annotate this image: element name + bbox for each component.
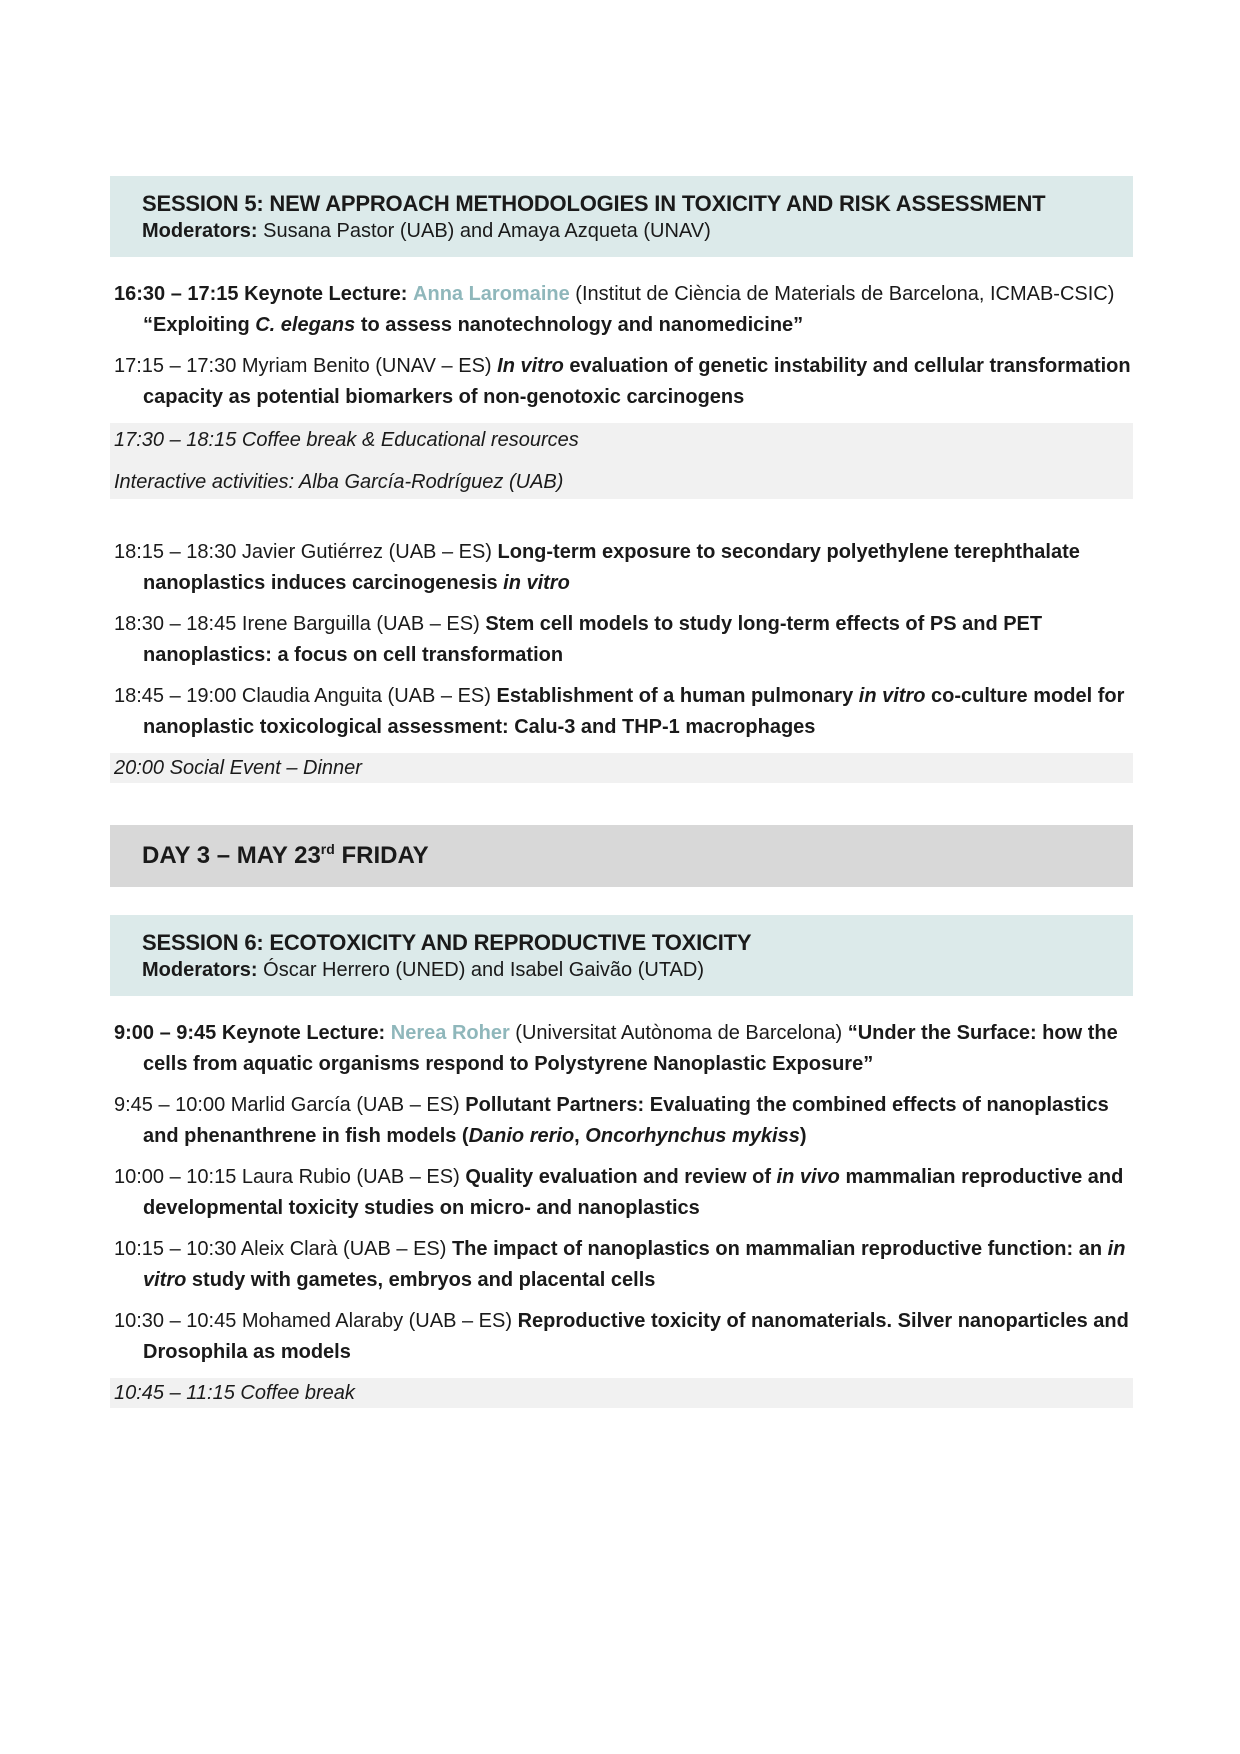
moderators-names: Óscar Herrero (UNED) and Isabel Gaivão (UTAD) bbox=[263, 959, 704, 981]
keynote-session-6 bbox=[110, 1018, 1133, 1080]
keynote-time: 9:00 – 9:45 Keynote Lecture: bbox=[114, 1022, 386, 1044]
keynote-affiliation: (Institut de Ciència de Materials de Barcelona, ICMAB-CSIC) bbox=[575, 283, 1115, 305]
talk-title-pre: The impact of nanoplastics on mammalian reproductive function: an bbox=[451, 1238, 1103, 1260]
keynote-title: “Under the Surface: how the cells from aquatic organisms respond to Polystyrene Nanoplastic Exposure” bbox=[143, 1022, 1118, 1075]
talk-time-speaker: 18:30 – 18:45 Irene Barguilla (UAB – ES) bbox=[114, 613, 480, 635]
interactive-activities-line: Interactive activities: Alba García-Rodríguez (UAB) bbox=[114, 471, 564, 493]
talk-title-post: study with gametes, embryos and placental cells bbox=[191, 1269, 656, 1291]
coffee-break-block bbox=[110, 1378, 1133, 1408]
coffee-break-line: 17:30 – 18:15 Coffee break & Educational resources bbox=[114, 429, 579, 451]
keynote-title-pre: “Exploiting bbox=[143, 314, 250, 336]
talk-time-speaker: 10:15 – 10:30 Aleix Clarà (UAB – ES) bbox=[114, 1238, 447, 1260]
day-3-ordinal: rd bbox=[320, 841, 335, 857]
session-5-header bbox=[110, 176, 1133, 257]
talk-title-italic: In vitro bbox=[497, 355, 564, 377]
social-event-line: 20:00 Social Event – Dinner bbox=[114, 757, 362, 779]
coffee-break-block bbox=[110, 423, 1133, 499]
talk-title-italic: in vitro bbox=[143, 1238, 1126, 1291]
keynote-session-5 bbox=[110, 279, 1133, 341]
species-name: Danio rerio bbox=[468, 1125, 575, 1147]
keynote-title-post: to assess nanotechnology and nanomedicine” bbox=[360, 314, 804, 336]
talk-time-speaker: 17:15 – 17:30 Myriam Benito (UNAV – ES) bbox=[114, 355, 492, 377]
day-3-header bbox=[110, 825, 1133, 887]
talk-title-italic: in vitro bbox=[503, 572, 570, 594]
session-6-moderators bbox=[142, 957, 1103, 984]
keynote-title-italic: C. elegans bbox=[255, 314, 356, 336]
talk-title: Long-term exposure to secondary polyethylene terephthalate nanoplastics induces carcinogenesis bbox=[143, 541, 1080, 594]
talk-title-italic: in vitro bbox=[858, 685, 926, 707]
talk-entry bbox=[110, 609, 1133, 671]
keynote-affiliation: (Universitat Autònoma de Barcelona) bbox=[515, 1022, 843, 1044]
session-6-title: SESSION 6: ECOTOXICITY AND REPRODUCTIVE TOXICITY bbox=[142, 930, 752, 955]
session-5-moderators bbox=[142, 218, 1103, 245]
moderators-label: Moderators: bbox=[142, 220, 258, 242]
session-6-header bbox=[110, 915, 1133, 996]
keynote-speaker: Anna Laromaine bbox=[413, 283, 570, 305]
species-name: Oncorhynchus mykiss bbox=[585, 1125, 800, 1147]
day-3-weekday: FRIDAY bbox=[334, 842, 429, 869]
talk-title-pre: Quality evaluation and review of bbox=[465, 1166, 771, 1188]
keynote-speaker: Nerea Roher bbox=[390, 1022, 510, 1044]
talk-entry bbox=[110, 537, 1133, 599]
talk-title: Stem cell models to study long-term effects of PS and PET nanoplastics: a focus on cell transformation bbox=[143, 613, 1043, 666]
talk-title-italic: in vivo bbox=[776, 1166, 840, 1188]
talk-entry bbox=[110, 1162, 1133, 1224]
talk-title-post: co-culture model for nanoplastic toxicological assessment: Calu-3 and THP-1 macrophages bbox=[143, 685, 1125, 738]
keynote-time: 16:30 – 17:15 Keynote Lecture: bbox=[114, 283, 408, 305]
program-page bbox=[110, 176, 1133, 1408]
title-close: ) bbox=[799, 1125, 807, 1147]
talk-time-speaker: 10:30 – 10:45 Mohamed Alaraby (UAB – ES) bbox=[114, 1310, 513, 1332]
day-3-date: DAY 3 – MAY 23 bbox=[142, 842, 321, 869]
talk-entry bbox=[110, 1306, 1133, 1368]
talk-time-speaker: 18:45 – 19:00 Claudia Anguita (UAB – ES) bbox=[114, 685, 491, 707]
talk-title-pre: Establishment of a human pulmonary bbox=[496, 685, 854, 707]
talk-entry bbox=[110, 1090, 1133, 1152]
talk-time-speaker: 9:45 – 10:00 Marlid García (UAB – ES) bbox=[114, 1094, 460, 1116]
moderators-names: Susana Pastor (UAB) and Amaya Azqueta (UNAV) bbox=[263, 220, 711, 242]
session-5-title: SESSION 5: NEW APPROACH METHODOLOGIES IN TOXICITY AND RISK ASSESSMENT bbox=[142, 191, 1046, 216]
talk-title-post: mammalian reproductive and developmental toxicity studies on micro- and nanoplastics bbox=[143, 1166, 1124, 1219]
talk-title: Reproductive toxicity of nanomaterials. Silver nanoparticles and Drosophila as models bbox=[143, 1310, 1129, 1363]
talk-entry bbox=[110, 1234, 1133, 1296]
moderators-label: Moderators: bbox=[142, 959, 258, 981]
talk-time-speaker: 18:15 – 18:30 Javier Gutiérrez (UAB – ES) bbox=[114, 541, 492, 563]
talk-time-speaker: 10:00 – 10:15 Laura Rubio (UAB – ES) bbox=[114, 1166, 460, 1188]
coffee-break-line: 10:45 – 11:15 Coffee break bbox=[114, 1382, 355, 1404]
talk-title: evaluation of genetic instability and cellular transformation capacity as potential biomarkers of non-genotoxic carcinogens bbox=[143, 355, 1131, 408]
species-separator: , bbox=[574, 1125, 586, 1147]
talk-entry bbox=[110, 351, 1133, 413]
talk-entry bbox=[110, 681, 1133, 743]
social-event-block bbox=[110, 753, 1133, 783]
talk-title-pre: Pollutant Partners: Evaluating the combined effects of nanoplastics and phenanthrene in fish models ( bbox=[143, 1094, 1109, 1147]
